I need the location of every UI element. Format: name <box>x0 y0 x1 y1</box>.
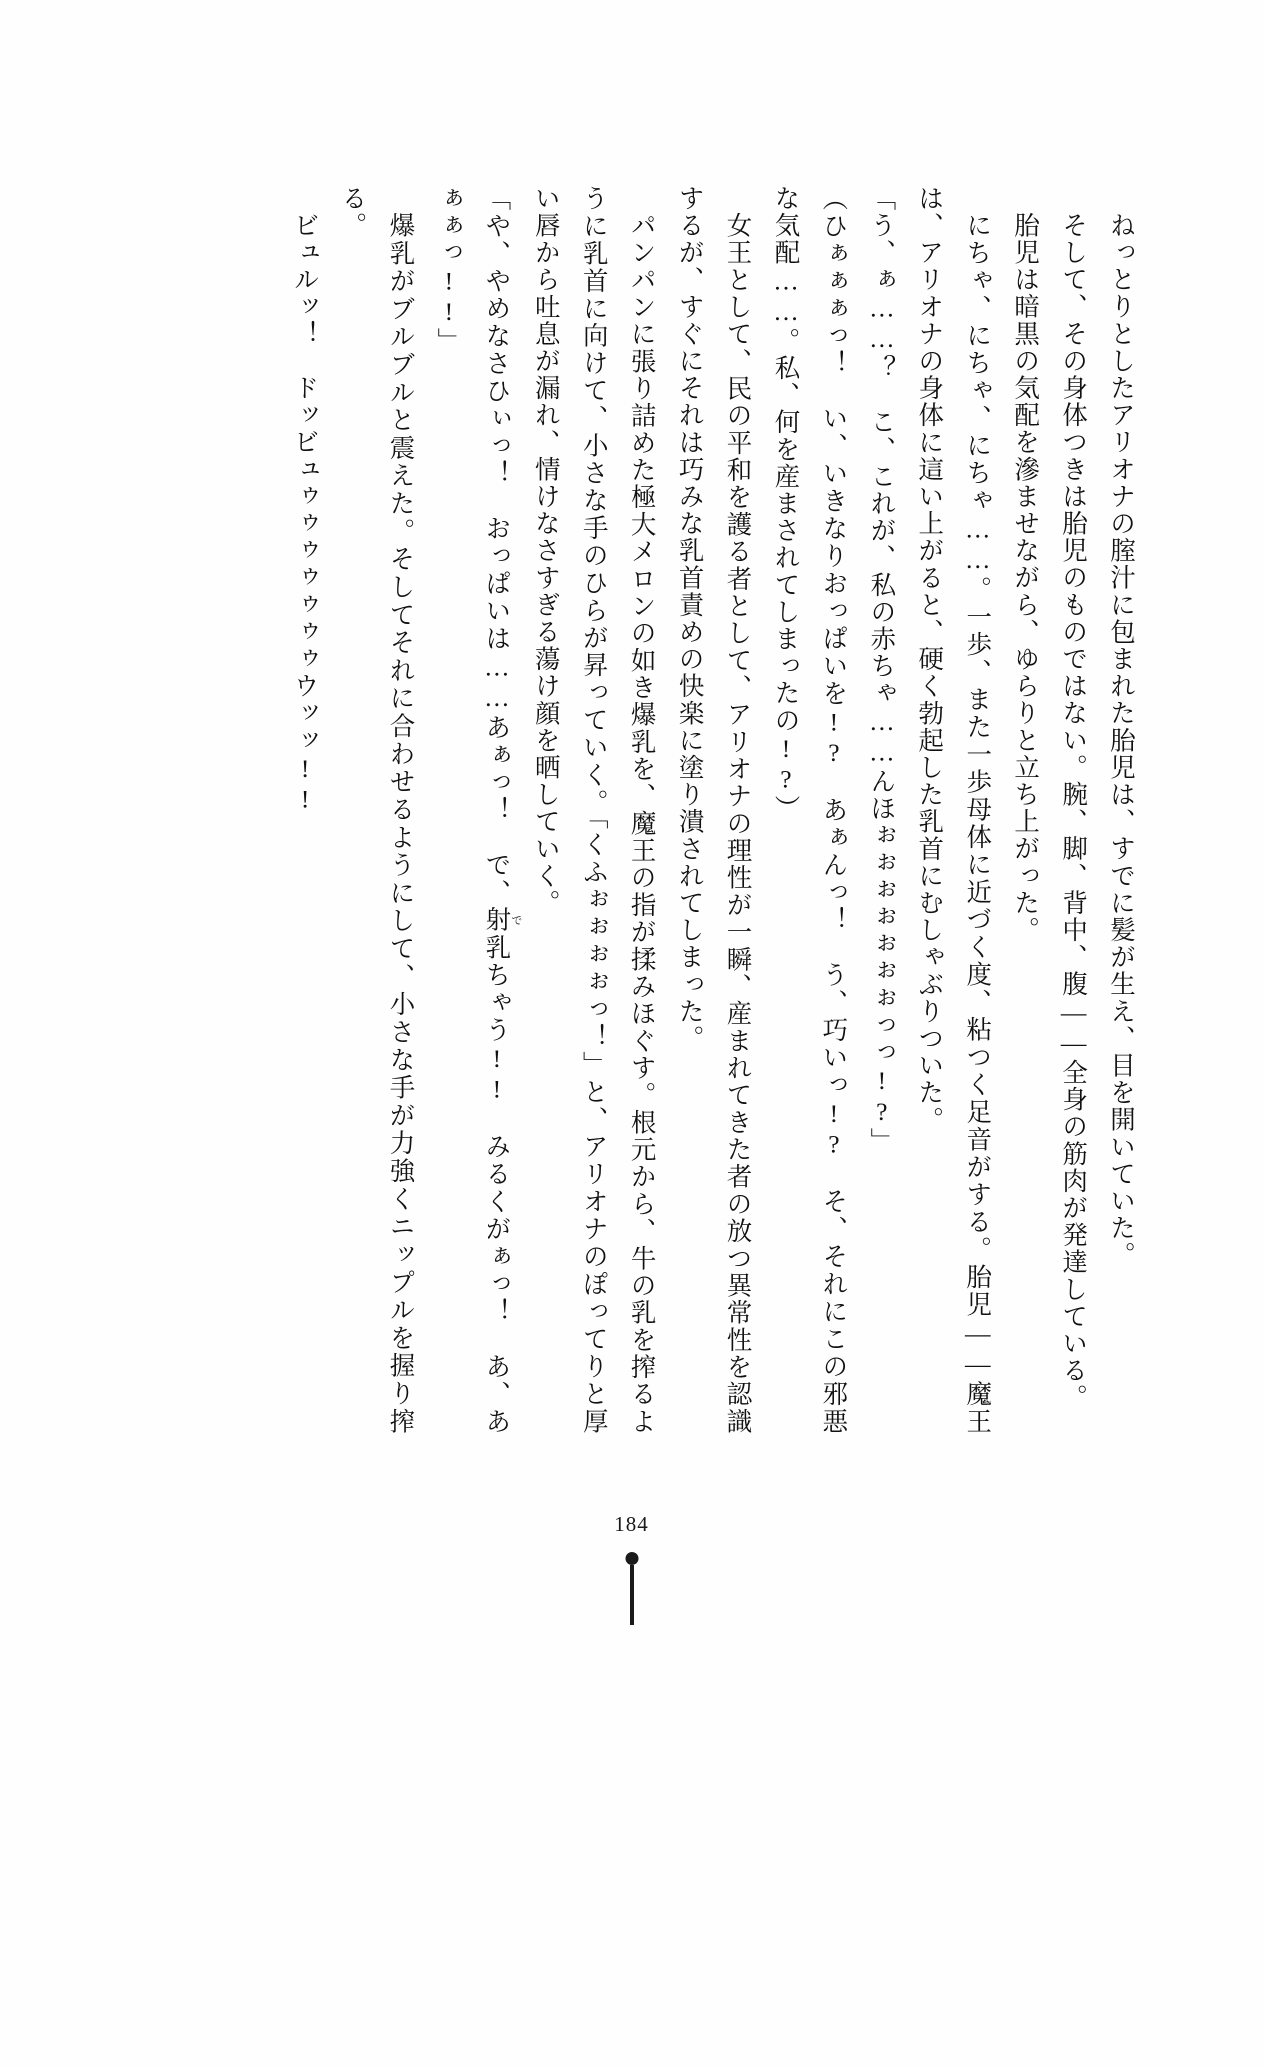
paragraph: 女王として、民の平和を護る者として、アリオナの理性が一瞬、産まれてきた者の放つ異常性を認識するが、すぐにそれは巧みな乳首責めの快楽に塗り潰されてしまった。 <box>675 185 753 1435</box>
paragraph: にちゃ、にちゃ、にちゃ……。一歩、また一歩母体に近づく度、粘つく足音がする。胎児——魔王は、アリオナの身体に這い上がると、硬く勃起した乳首にむしゃぶりついた。 <box>915 185 993 1435</box>
body-text <box>150 185 1145 1435</box>
paragraph: （ひぁぁぁっ！ い、いきなりおっぱいを!? あぁんっ！ う、巧いっ!? そ、それにこの邪悪な気配……。私、何を産まされてしまったの!?） <box>771 185 849 1435</box>
paragraph: 胎児は暗黒の気配を滲ませながら、ゆらりと立ち上がった。 <box>1011 212 1041 944</box>
page-number: 184 <box>614 1512 649 1536</box>
paragraph: パンパンに張り詰めた極大メロンの如き爆乳を、魔王の指が揉みほぐす。根元から、牛の乳を搾るように乳首に向けて、小さな手のひらが昇っていく。「くふぉぉぉぉっ！」と、アリオナのぽってりと厚い唇から吐息が漏れ、情けなさすぎる蕩け顔を晒していく。 <box>531 185 657 1435</box>
footer-dot-ornament <box>625 1552 638 1565</box>
paragraph: ビュルッ！ ドッビュゥゥゥゥゥゥゥウッッ!! <box>290 212 320 816</box>
ruby-base: 射 <box>482 906 512 934</box>
footer-rule-ornament <box>630 1565 634 1625</box>
ruby-text: で <box>509 906 522 934</box>
paragraph-with-ruby: 「や、やめなさひぃっ！ おっぱいは……あぁっ！ で、射で乳ちゃう!! みるくがぁっ！ あ、あぁぁっ!!」 <box>434 185 522 1435</box>
paragraph: ねっとりとしたアリオナの腟汁に包まれた胎児は、すでに髪が生え、目を開いていた。 <box>1107 212 1136 1269</box>
paragraph: 「う、ぁ……？ こ、これが、私の赤ちゃ……んほぉぉぉぉぉぉぉっっ!?」 <box>867 185 897 1155</box>
paragraph: そして、その身体つきは胎児のものではない。腕、脚、背中、腹——全身の筋肉が発達している。 <box>1059 212 1089 1412</box>
ruby-group <box>482 906 522 934</box>
paragraph: 爆乳がブルブルと震えた。そしてそれに合わせるようにして、小さな手が力強くニップルを握り搾る。 <box>338 185 416 1435</box>
